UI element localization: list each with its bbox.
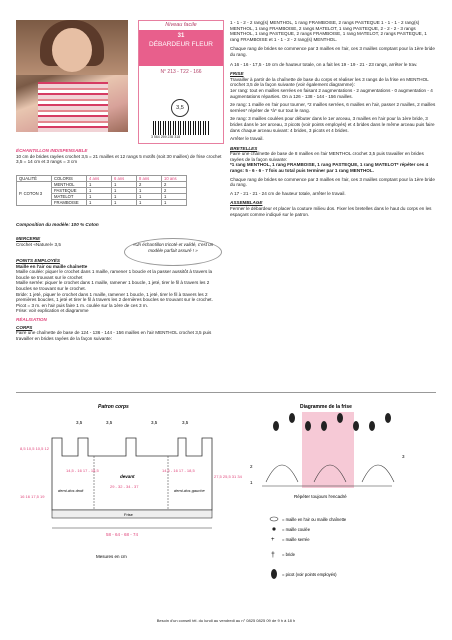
strap-label: 3,5 xyxy=(76,420,83,425)
point-item: Picot = 3 m. en l'air puis faire 1 m. coulée sur la 1ère de ces 3 m. xyxy=(16,302,148,308)
strap-label: 3,5 xyxy=(151,420,158,425)
echantillon-text: 10 cm de brides rayées crochet 3,5 = 21 mailles et 12 rangs 5 motifs (soit 30 mailles) de frise crochet 3,5 = 14 cm et 3 rangs = 3 cm xyxy=(16,153,222,165)
chain-stitch-icon xyxy=(270,517,278,521)
crochet-size-icon: 3,5 xyxy=(171,99,189,117)
total-height: 27,5 25,5 31 34 xyxy=(214,474,242,479)
assemblage-text: Fermer le débardeur et placer la couture milieu dos. Fixer les bretelles dans le haut du corps en les espaçant comme indiqué sur le patron. xyxy=(230,206,432,217)
point-item: Bride: 1 jeté, piquer le crochet dans 1 maille, ramener 1 boucle, 1 jeté, tirer le fil à travers les 2 premières boucles, 1 jeté et tirer le fil à travers les 2 dernières boucles se trouvant sur le crochet. xyxy=(16,291,213,303)
table-cell: 1 xyxy=(112,194,137,200)
strap-label: 3,5 xyxy=(106,420,113,425)
striped-top-image xyxy=(38,82,108,132)
table-header: 10 ans xyxy=(162,176,187,182)
stripe-sequence: 1 - 1 - 2 - 2 rang(s) MENTHOL, 1 rang FRAMBOISE, 2 rangs PASTEQUE 1 - 1 - 1 - 2 rang(s) MENTHOL, 1 rang FRAMBOISE, 2 rangs MATELOT, 1 rang PASTEQUE, 2 - 2 - 2 - 3 rangs MENTHOL, 1 rang PASTEQUE, 2 rangs FRAMBOISE, 1 rang MATELOT, 2 rangs PASTEQUE, 1 rang FRAMBOISE et 1 - 1 - 2 - 2 rang(s) MENTHOL. xyxy=(230,20,427,42)
table-cell: PASTEQUE xyxy=(52,188,87,194)
table-cell: 2 xyxy=(162,188,187,194)
table-cell: 2 xyxy=(137,182,162,188)
point-item: Frise: voir explication et diagramme xyxy=(16,308,89,314)
barcode-number: 3 564 259 235 318 xyxy=(151,135,181,139)
single-crochet-icon: + xyxy=(271,537,275,543)
frise-end: Arrêter le travail. xyxy=(230,136,264,142)
mesures-label: Mesures en cm xyxy=(96,554,127,559)
table-header: 8 ans xyxy=(137,176,162,182)
barcode-icon xyxy=(153,121,209,135)
table-cell: 1 xyxy=(162,194,187,200)
legend-item: = maille serrée xyxy=(282,537,310,542)
frise-diagram-title: Diagramme de la frise xyxy=(300,404,352,410)
reference-numbers: N° 213 - T22 - 166 xyxy=(160,69,202,75)
legend-item: = maille coulée xyxy=(282,527,311,532)
svg-text:3: 3 xyxy=(402,454,405,459)
echantillon-title: ÉCHANTILLON INDISPENSABLE xyxy=(16,148,88,153)
svg-text:1: 1 xyxy=(250,480,253,485)
corps-note: Chaque rang de brides se commence par 3 mailles en l'air, ces 3 mailles comptant pour la 1ère bride du rang. xyxy=(230,46,435,57)
corps-title: CORPS xyxy=(16,324,33,330)
level-label: Niveau facile xyxy=(165,22,197,28)
pattern-number: 31 xyxy=(177,33,185,39)
body-pattern-diagram xyxy=(16,398,242,568)
title-banner xyxy=(139,30,223,66)
bottom-measure: 29 - 32 - 34 - 37 xyxy=(110,484,139,489)
dos-droit-label: demi-dos droit xyxy=(58,488,84,493)
legend-item: = picot (voir points employés) xyxy=(282,572,337,577)
table-cell: FRAMBOISE xyxy=(52,200,87,206)
yarn-table xyxy=(16,175,187,206)
double-crochet-icon: † xyxy=(271,552,275,559)
footer-help: Besoin d'un conseil tél. du lundi au vendredi au n° 0825 0825 09 de 9 h à 18 h xyxy=(156,618,296,623)
patron-title: Patron corps xyxy=(98,404,129,410)
table-cell: MENTHOL xyxy=(52,182,87,188)
bretelles-title: BRETELLES xyxy=(230,145,258,151)
repeat-label: Répéter toujours l'encadré xyxy=(294,494,347,499)
side-measure: 14,5 - 16 17 - 18,5 xyxy=(162,468,195,473)
point-item: Maille coulée: piquer le crochet dans 1 maille, ramener 1 boucle et la passer aussitôt à travers la boucle se trouvant sur le crochet xyxy=(16,269,213,280)
frise-label: Frise xyxy=(124,512,133,517)
bretelles-repeat: *1 rang MENTHOL, 1 rang FRAMBOISE, 1 rang PASTEQUE, 1 rang MATELOT* répéter ces 4 rangs: 5 - 6 - 6 - 7 fois au total puis terminer par 1 rang MENTHOL. xyxy=(230,162,429,174)
pattern-info-box xyxy=(138,20,224,144)
table-header: 4 ans xyxy=(87,176,112,182)
table-cell: 1 xyxy=(162,200,187,206)
realisation-title: RÉALISATION xyxy=(16,316,47,322)
table-cell: 2 xyxy=(162,182,187,188)
frise-diagram xyxy=(242,398,438,598)
table-cell: 1 xyxy=(87,182,112,188)
dos-gauche-label: demi-dos gauche xyxy=(174,488,205,493)
width-measure: 58 - 64 - 68 - 74 xyxy=(106,532,139,537)
table-header: COLORIS xyxy=(52,176,87,182)
bretelles-text: Faire une chaînette de base de 8 mailles en l'air MENTHOL crochet 3,5 puis travailler en brides rayées de la façon suivante: xyxy=(230,151,424,162)
table-header: QUALITÉ xyxy=(17,176,52,182)
point-item: Maille en l'air ou maille chaînette xyxy=(16,263,88,269)
table-quality-cell: P. COTON 3 xyxy=(17,182,52,206)
pattern-title: DÉBARDEUR FLEUR xyxy=(149,41,213,48)
frise-row-3: 3e rang: 3 mailles coulées pour débuter dans le 1er arceau, 3 mailles en l'air pour la 1ère bride, 3 brides dans le 1er arceau, 3 picots (voir points employés) et 4 brides dans le même arceau puis faire dans chaque arceau suivant: 4 brides, 3 picots et 4 brides. xyxy=(230,116,435,133)
side-measure: 14,5 - 16 17 - 18,5 xyxy=(66,468,99,473)
bretelles-height: A 17 - 21 - 21 - 24 cm de hauteur totale, arrêter le travail. xyxy=(230,190,346,196)
quote-callout: «Un échantillon tricoté et validé, c'est un modèle parfait assuré ! » xyxy=(124,238,222,266)
section-divider xyxy=(16,392,436,393)
assemblage-title: ASSEMBLAGE xyxy=(230,200,263,206)
table-header: 6 ans xyxy=(112,176,137,182)
picot-icon xyxy=(271,569,277,579)
devant-label: devant xyxy=(120,474,135,479)
corps-height: A 16 - 16 - 17,5 - 19 cm de hauteur totale, on a fait les 19 - 19 - 21 - 23 rangs, arrêter le trav. xyxy=(230,61,418,67)
frise-intro: Travailler à partir de la chaînette de base du corps et réaliser les 3 rangs de la frise en MENTHOL crochet 3,5 de la façon suivante (voir également diagramme): xyxy=(230,76,429,88)
bretelles-note: Chaque rang de brides se commence par 3 mailles en l'air, ces 3 mailles comptant pour la 1ère bride du rang. xyxy=(230,176,435,188)
table-cell: 1 xyxy=(137,200,162,206)
mercerie-text: Crochet «Naturel» 3,5 xyxy=(16,241,61,247)
corps-text: Faire une chaînette de base de 124 - 136 - 144 - 156 mailles en l'air MENTHOL crochet 3,5 puis travailler en brides rayées de la façon suivante: xyxy=(16,330,212,341)
legend xyxy=(270,517,347,579)
mercerie-title: MERCERIE xyxy=(16,236,41,241)
table-cell: 1 xyxy=(112,188,137,194)
frise-row-2: 2e rang: 1 maille en l'air pour tourner, *2 mailles serrées, 6 mailles en l'air, passer 2 mailles, 2 mailles serrées* répéter de *à* sur tout le rang. xyxy=(230,102,436,113)
table-cell: 1 xyxy=(87,194,112,200)
points-title: POINTS EMPLOYÉS xyxy=(16,258,60,263)
table-cell: 1 xyxy=(87,188,112,194)
svg-text:2: 2 xyxy=(250,464,253,469)
frise-title: FRISE xyxy=(230,71,244,77)
table-cell: 1 xyxy=(137,188,162,194)
table-cell: 1 xyxy=(87,200,112,206)
legend-item: = bride xyxy=(282,552,295,557)
table-cell: 1 xyxy=(112,182,137,188)
point-item: Maille serrée: piquer le crochet dans 1 maille, ramener 1 boucle, 1 jeté, tirer le fil à travers les 2 boucles se trouvant sur le crochet. xyxy=(16,280,210,291)
slip-stitch-icon xyxy=(272,527,275,530)
strap-label: 3,5 xyxy=(182,420,189,425)
height-left: 8,5 10,5 10,5 12 xyxy=(20,446,49,451)
model-photo xyxy=(16,20,128,132)
composition: Composition du modèle: 100 % Coton xyxy=(16,222,99,227)
legend-item: = maille en l'air ou maille chaînette xyxy=(282,517,347,522)
table-cell: 1 xyxy=(137,194,162,200)
frise-row-1: 1er rang: tout en mailles serrées en faisant 2 augmentations - 2 augmentations - 0 augmentation - 4 augmentations réparties. On a 126 - 138 - 144 - 156 mailles. xyxy=(230,87,433,99)
table-cell: 1 xyxy=(112,200,137,206)
height-right: 16 16 17,5 19 xyxy=(20,494,45,499)
table-cell: MATELOT xyxy=(52,194,87,200)
